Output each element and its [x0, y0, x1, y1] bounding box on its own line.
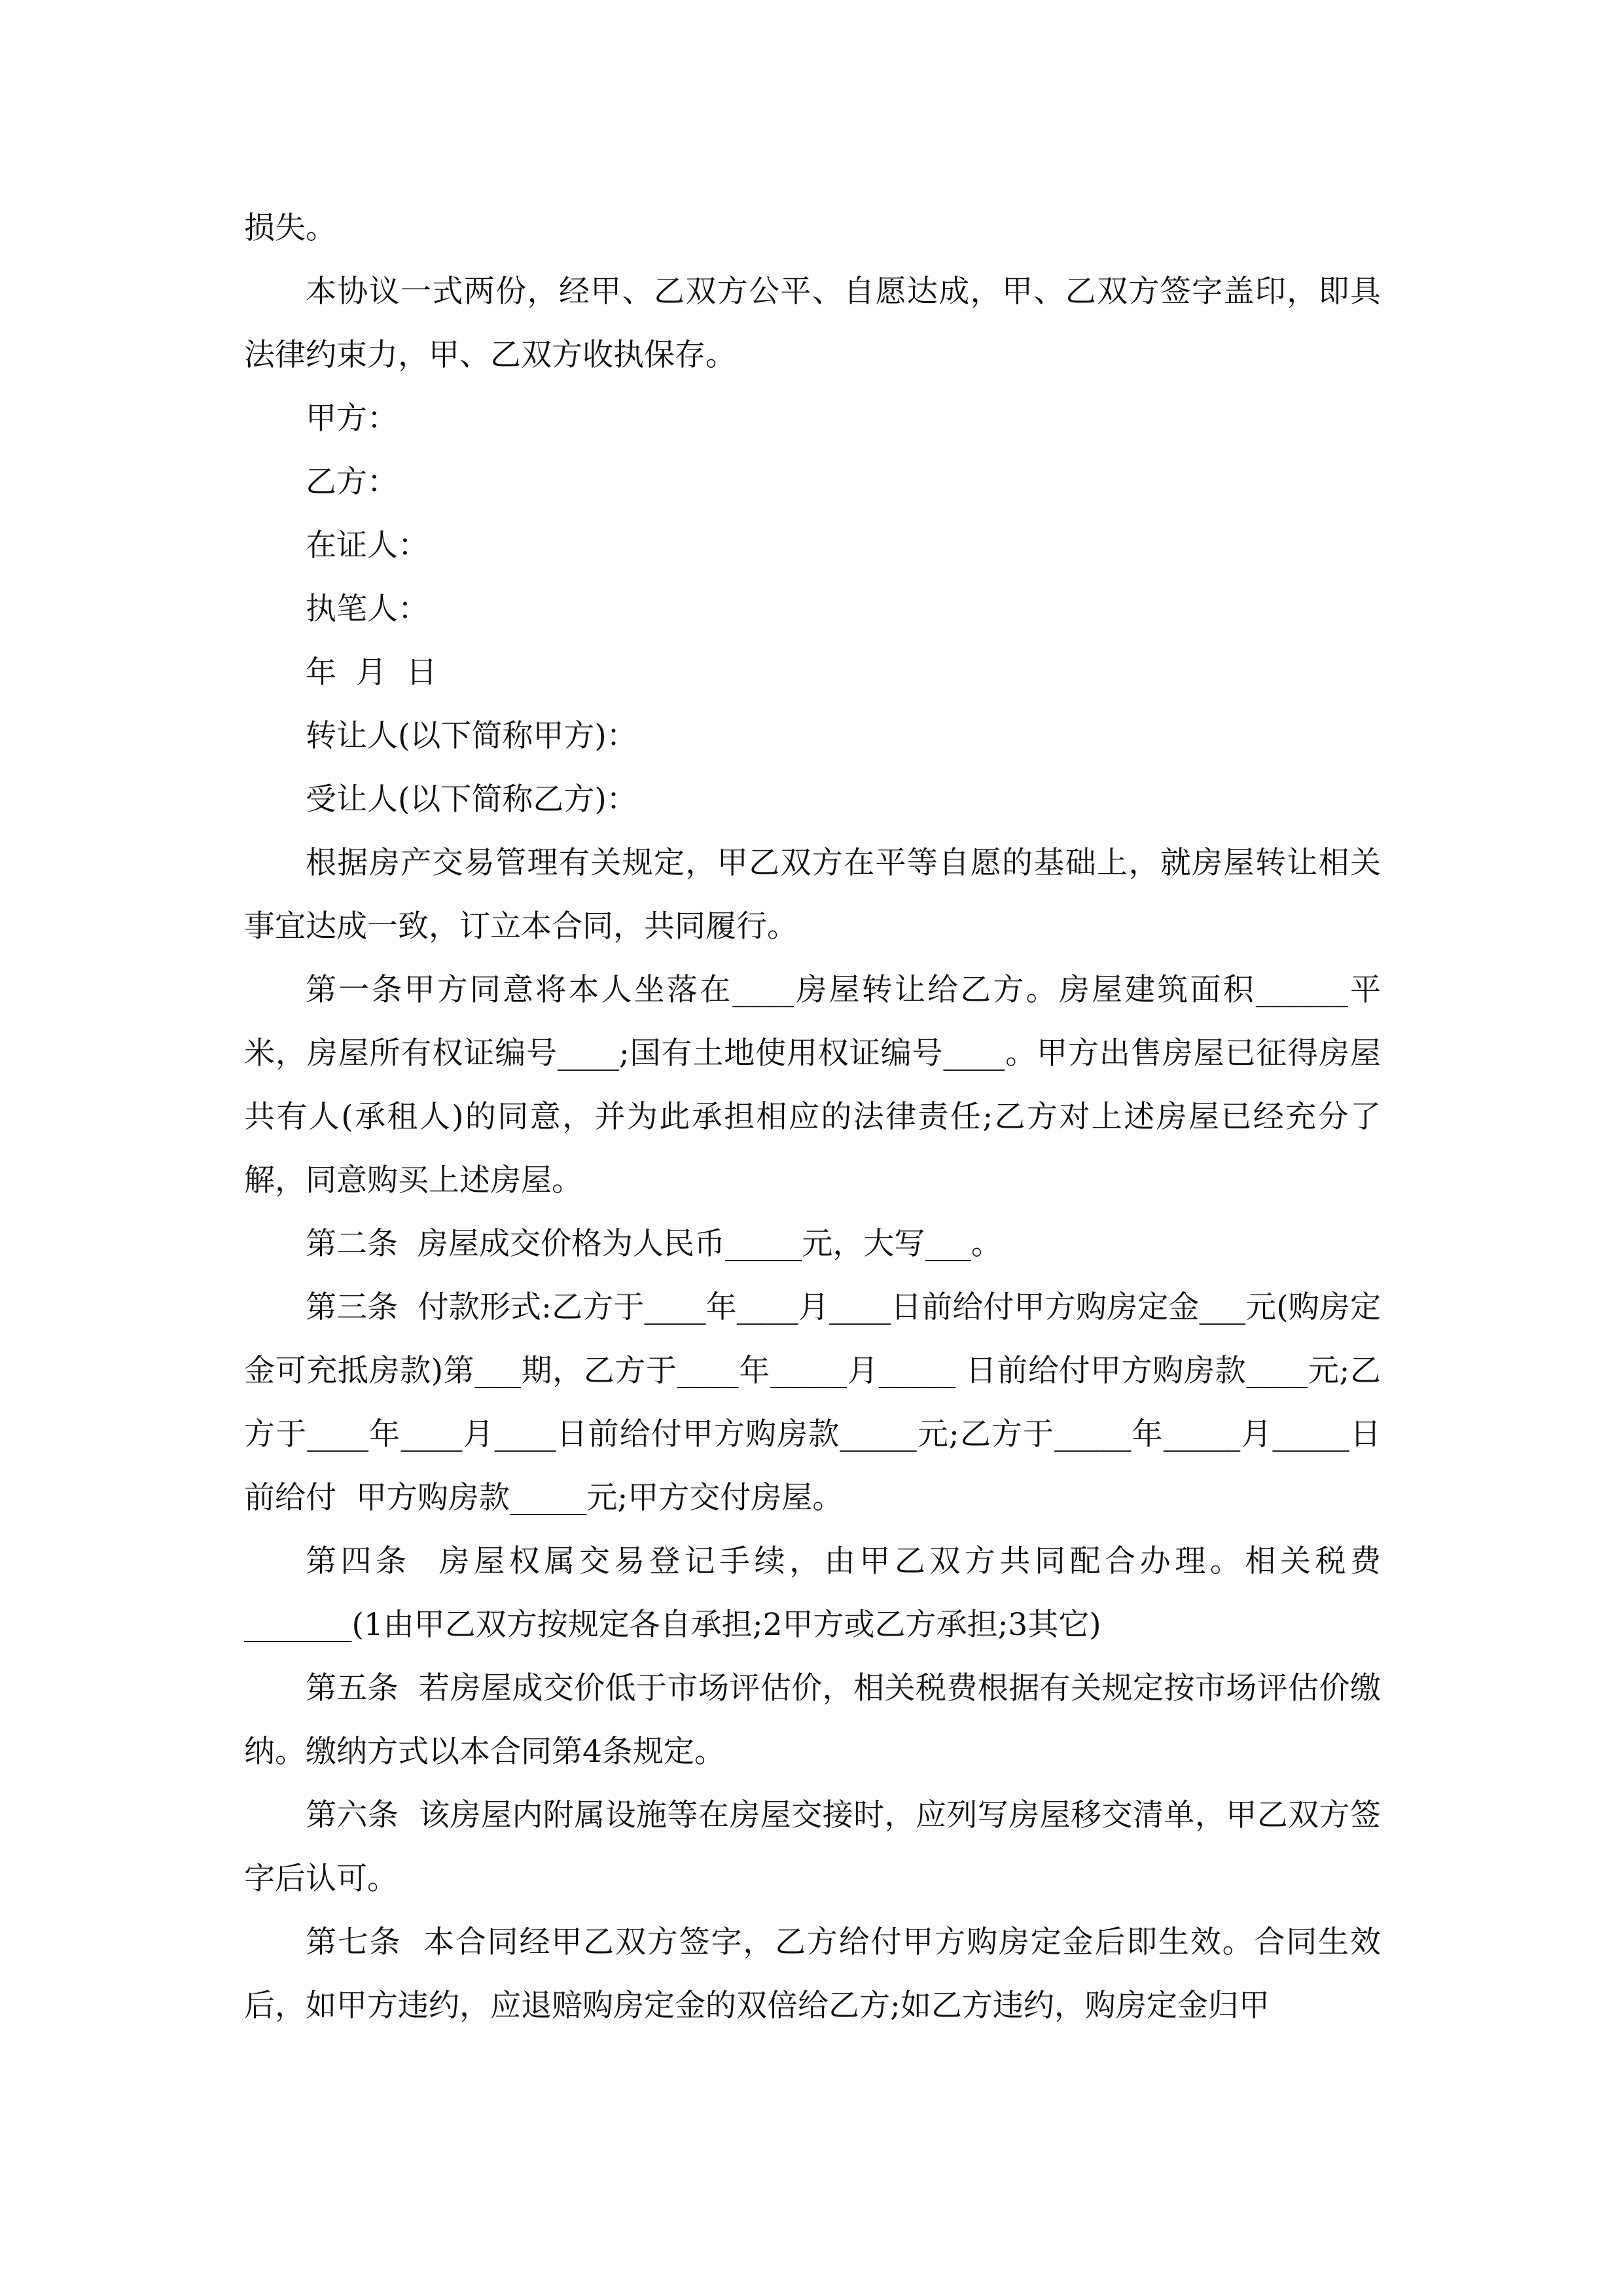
paragraph-copies: 本协议一式两份，经甲、乙双方公平、自愿达成，甲、乙双方签字盖印，即具法律约束力，甲、乙双方收执保存。 — [244, 274, 1381, 373]
signature-witness: 在证人： — [306, 528, 429, 564]
signature-party-a: 甲方： — [306, 401, 398, 437]
signature-date: 年 月 日 — [306, 655, 437, 691]
signature-writer: 执笔人： — [306, 591, 429, 627]
article-4: 第四条 房屋权属交易登记手续，由甲乙双方共同配合办理。相关税费_______(1由甲乙双方按规定各自承担;2甲方或乙方承担;3其它) — [244, 1543, 1381, 1643]
article-6: 第六条 该房屋内附属设施等在房屋交接时，应列写房屋移交清单，甲乙双方签字后认可。 — [244, 1797, 1381, 1897]
paragraph-loss: 损失。 — [244, 210, 336, 246]
transferee-line: 受让人(以下简称乙方)： — [306, 781, 637, 817]
signature-party-b: 乙方： — [306, 464, 398, 500]
transferor-line: 转让人(以下简称甲方)： — [306, 718, 637, 754]
article-1: 第一条甲方同意将本人坐落在____房屋转让给乙方。房屋建筑面积______平米，房屋所有权证编号____;国有土地使用权证编号____。甲方出售房屋已征得房屋共有人(承租人)的同意，并为此承担相应的法律责任;乙方对上述房屋已经充分了解，同意购买上述房屋。 — [244, 972, 1381, 1198]
document-body — [244, 196, 1381, 2037]
article-3: 第三条 付款形式:乙方于____年____月____日前给付甲方购房定金___元(购房定金可充抵房款)第___期，乙方于____年_____月_____ 日前给付甲方购房款____元;乙方于____年____月____日前给付甲方购房款_____元;乙方于_____年_____月_____日前给付 甲方购房款_____元;甲方交付房屋。 — [244, 1289, 1381, 1516]
article-7: 第七条 本合同经甲乙双方签字，乙方给付甲方购房定金后即生效。合同生效后，如甲方违约，应退赔购房定金的双倍给乙方;如乙方违约，购房定金归甲 — [244, 1924, 1381, 2024]
contract-preamble: 根据房产交易管理有关规定，甲乙双方在平等自愿的基础上，就房屋转让相关事宜达成一致，订立本合同，共同履行。 — [244, 845, 1381, 944]
article-2: 第二条 房屋成交价格为人民币_____元，大写___。 — [306, 1226, 1002, 1262]
article-5: 第五条 若房屋成交价低于市场评估价，相关税费根据有关规定按市场评估价缴纳。缴纳方式以本合同第4条规定。 — [244, 1670, 1381, 1770]
